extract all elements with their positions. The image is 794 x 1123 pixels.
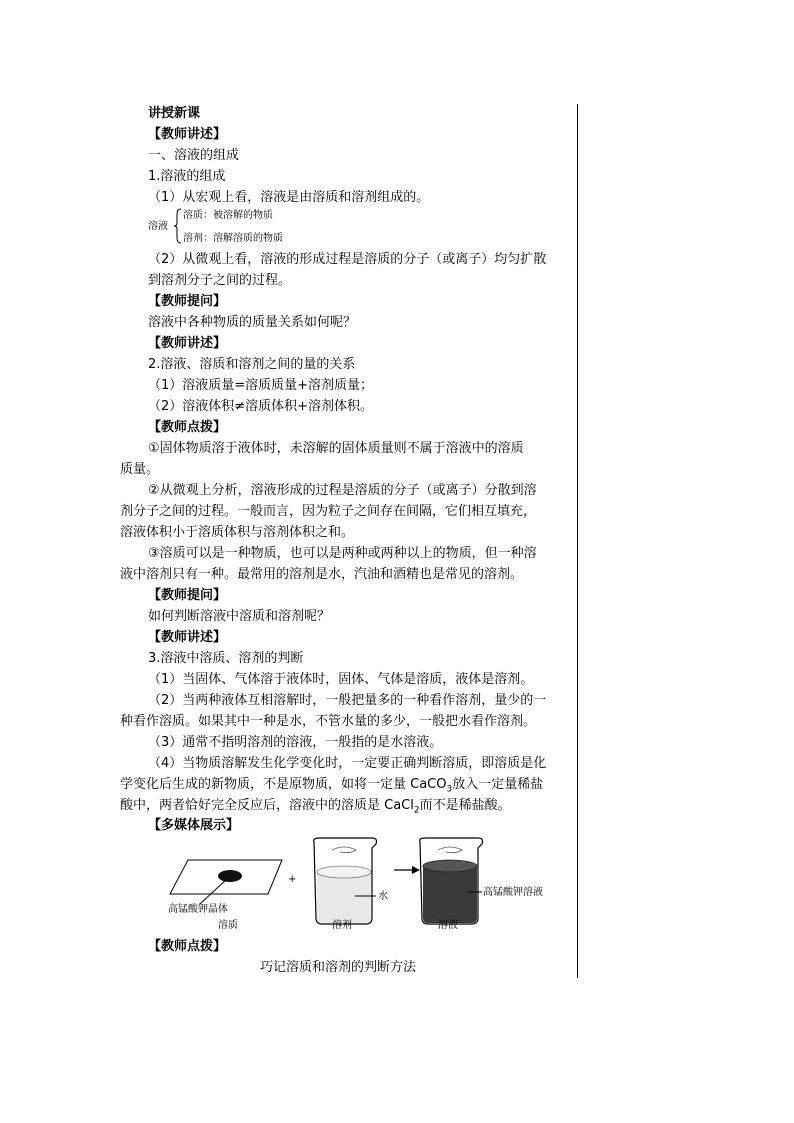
- table-border-right: [577, 104, 578, 978]
- diagram-root: 溶液: [148, 221, 168, 232]
- multimedia-tag: 【多媒体展示】: [148, 818, 240, 833]
- paragraph-line: （3）通常不指明溶剂的溶液，一般指的是水溶液。: [148, 735, 443, 750]
- caption-solute: 溶质: [218, 920, 238, 931]
- caption-solution: 溶液: [438, 920, 458, 931]
- beaker-solution: [420, 838, 483, 924]
- brace-icon: [174, 208, 182, 244]
- paragraph-line: ①固体物质溶于液体时，未溶解的固体质量则不属于溶液中的溶质: [148, 441, 524, 456]
- paragraph-line: 液中溶剂只有一种。最常用的溶剂是水，汽油和酒精也是常见的溶剂。: [120, 567, 524, 582]
- diagram-solvent: 溶剂：溶解溶质的物质: [183, 233, 283, 244]
- paragraph-line: 溶液中各种物质的质量关系如何呢？: [148, 315, 357, 330]
- paragraph-line: 剂分子之间的过程。一般而言，因为粒子之间存在间隔，它们相互填充，: [120, 504, 537, 519]
- paragraph-line: （1）溶液质量=溶质质量+溶剂质量；: [148, 378, 374, 393]
- teacher-question-tag: 【教师提问】: [148, 294, 227, 309]
- paragraph-line: 酸中，两者恰好完全反应后，溶液中的溶质是 CaCl$_2$而不是稀盐酸。: [120, 798, 511, 816]
- teacher-tip-tag: 【教师点拨】: [148, 939, 227, 954]
- arrow-icon: [412, 866, 420, 874]
- paragraph-line: 学变化后生成的新物质，不是原物质，如将一定量 CaCO$_3$放入一定量稀盐: [120, 777, 544, 795]
- paragraph-line: 到溶剂分子之间的过程。: [148, 273, 292, 288]
- section-heading: 讲授新课: [148, 106, 201, 121]
- dissolution-figure: [150, 820, 570, 940]
- solution-label: 高锰酸钾溶液: [483, 887, 543, 898]
- paragraph-line: （4）当物质溶解发生化学变化时，一定要正确判断溶质，即溶质是化: [148, 756, 547, 771]
- crystal-pile: [218, 870, 242, 882]
- paragraph-line: 溶液体积小于溶质体积与溶剂体积之和。: [120, 525, 355, 540]
- paragraph-line: 质量。: [120, 462, 160, 477]
- subheading: 3.溶液中溶质、溶剂的判断: [148, 651, 304, 666]
- paragraph-line: （1）当固体、气体溶于液体时，固体、气体是溶质，液体是溶剂。: [148, 672, 534, 687]
- paragraph-line: 种看作溶质。如果其中一种是水，不管水量的多少，一般把水看作溶剂。: [120, 714, 537, 729]
- paragraph-line: （1）从宏观上看，溶液是由溶质和溶剂组成的。: [148, 190, 430, 205]
- subscript: 2: [413, 805, 420, 816]
- paragraph-line: ③溶质可以是一种物质，也可以是两种或两种以上的物质，但一种溶: [148, 546, 537, 561]
- teacher-narration-tag: 【教师讲述】: [148, 336, 227, 351]
- diagram-solute: 溶质：被溶解的物质: [183, 210, 273, 221]
- paragraph-line: 如何判断溶液中溶质和溶剂呢？: [148, 609, 331, 624]
- paragraph-line: （2）从微观上看，溶液的形成过程是溶质的分子（或离子）均匀扩散: [148, 252, 547, 267]
- teacher-narration-tag: 【教师讲述】: [148, 630, 227, 645]
- teacher-question-tag: 【教师提问】: [148, 588, 227, 603]
- teacher-tip-tag: 【教师点拨】: [148, 420, 227, 435]
- water-label: 水: [378, 891, 388, 902]
- subheading: 一、溶液的组成: [148, 148, 240, 163]
- beaker-solvent: [314, 838, 377, 924]
- paragraph-line: （2）溶液体积≠溶质体积+溶剂体积。: [148, 399, 374, 414]
- crystal-label: 高锰酸钾晶体: [168, 904, 228, 915]
- section-title: 巧记溶质和溶剂的判断方法: [260, 960, 417, 975]
- paragraph-line: ②从微观上分析，溶液形成的过程是溶质的分子（或离子）分散到溶: [148, 483, 537, 498]
- teacher-narration-tag: 【教师讲述】: [148, 127, 227, 142]
- subheading: 2.溶液、溶质和溶剂之间的量的关系: [148, 357, 356, 372]
- subheading: 1.溶液的组成: [148, 169, 226, 184]
- plus-sign: +: [288, 874, 297, 885]
- paragraph-line: （2）当两种液体互相溶解时，一般把量多的一种看作溶剂，量少的一: [148, 693, 547, 708]
- subscript: 3: [446, 784, 453, 795]
- caption-solvent: 溶剂: [332, 920, 352, 931]
